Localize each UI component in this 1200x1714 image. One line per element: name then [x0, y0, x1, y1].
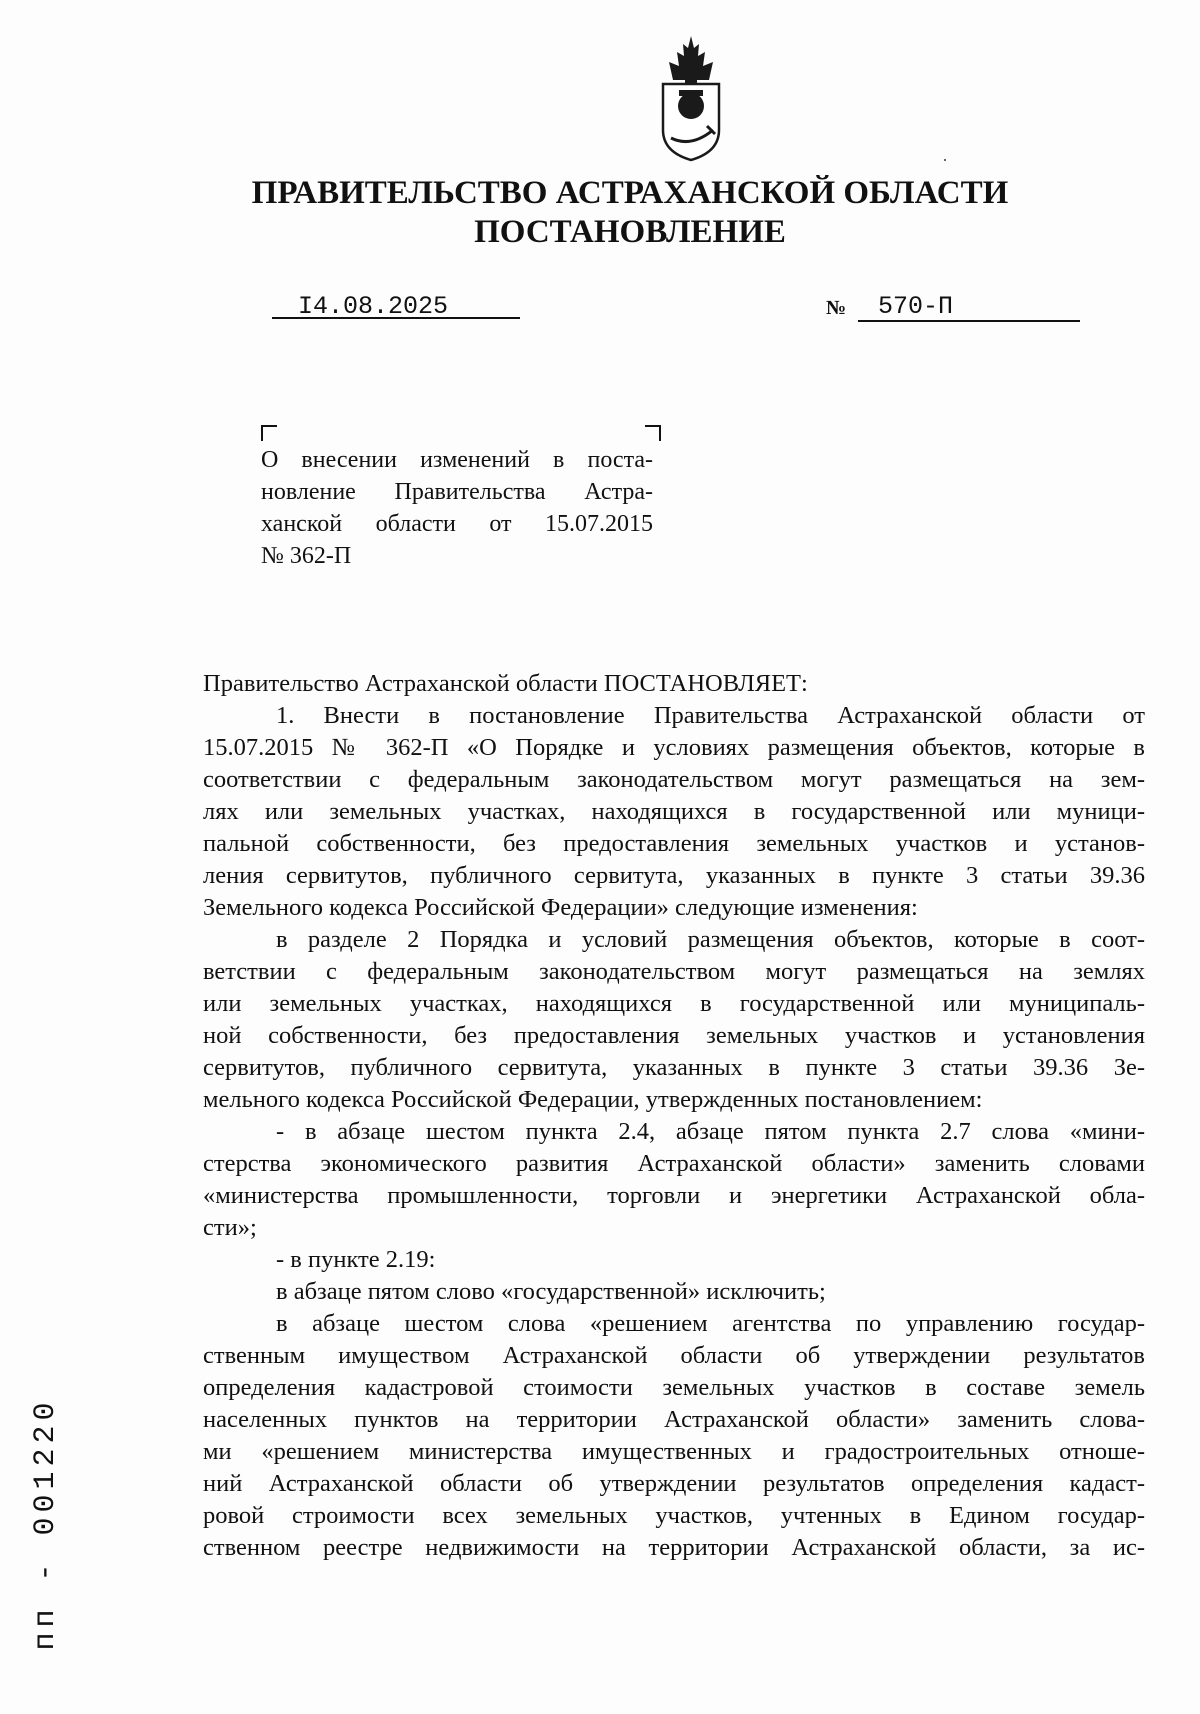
body-line: пальной собственности, без предоставления земельных участков и установ- — [203, 830, 1145, 857]
body-line: - в пункте 2.19: — [276, 1246, 436, 1273]
body-line: в абзаце пятом слово «государственной» исключить; — [276, 1278, 826, 1305]
subject-line: № 362-П — [261, 543, 352, 569]
body-line: определения кадастровой стоимости земельных участков в составе земель — [203, 1374, 1145, 1401]
body-line: ровой строимости всех земельных участков, учтенных в Едином государ- — [203, 1502, 1145, 1529]
subject-corner-left — [261, 425, 277, 441]
body-line: - в абзаце шестом пункта 2.4, абзаце пятом пункта 2.7 слова «мини- — [276, 1118, 1145, 1145]
body-line: ственном реестре недвижимости на территории Астраханской области, за ис- — [203, 1534, 1145, 1561]
body-line: ственным имуществом Астраханской области об утверждении результатов — [203, 1342, 1145, 1369]
coat-of-arms-emblem — [655, 34, 727, 164]
body-line: населенных пунктов на территории Астраханской области» заменить слова- — [203, 1406, 1145, 1433]
body-line: в абзаце шестом слова «решением агентства по управлению государ- — [276, 1310, 1145, 1337]
subject-line: ханской области от 15.07.2015 — [261, 511, 653, 537]
body-line: стерства экономического развития Астраханской области» заменить словами — [203, 1150, 1145, 1177]
body-line: мельного кодекса Российской Федерации, утвержденных постановлением: — [203, 1086, 983, 1113]
body-line: сервитутов, публичного сервитута, указанных в пункте 3 статьи 39.36 Зе- — [203, 1054, 1145, 1081]
body-line: сти»; — [203, 1214, 257, 1241]
body-line: ний Астраханской области об утверждении результатов определения кадаст- — [203, 1470, 1145, 1497]
body-line: ной собственности, без предоставления земельных участков и установления — [203, 1022, 1145, 1049]
subject-line: новление Правительства Астра- — [261, 479, 653, 505]
number-sign: № — [826, 297, 847, 319]
body-line: соответствии с федеральным законодательством могут размещаться на зем- — [203, 766, 1145, 793]
body-line: 1. Внести в постановление Правительства Астраханской области от — [276, 702, 1145, 729]
org-title: ПРАВИТЕЛЬСТВО АСТРАХАНСКОЙ ОБЛАСТИ — [251, 175, 1009, 211]
subject-line: О внесении изменений в поста- — [261, 447, 653, 473]
body-line: «министерства промышленности, торговли и энергетики Астраханской обла- — [203, 1182, 1145, 1209]
body-line: ми «решением министерства имущественных и градостроительных отноше- — [203, 1438, 1145, 1465]
body-line: ветствии с федеральным законодательством могут размещаться на землях — [203, 958, 1145, 985]
document-date: I4.08.2025 — [298, 292, 449, 321]
subject-corner-right — [645, 425, 661, 441]
margin-registration-stamp: пп - 001220 — [29, 1397, 63, 1651]
doc-type-title: ПОСТАНОВЛЕНИЕ — [474, 214, 786, 250]
scan-speck — [944, 159, 946, 161]
body-line: Правительство Астраханской области ПОСТАНОВЛЯЕТ: — [203, 670, 808, 697]
number-underline — [858, 320, 1080, 322]
body-line: в разделе 2 Порядка и условий размещения объектов, которые в соот- — [276, 926, 1145, 953]
body-line: лях или земельных участках, находящихся в государственной или муници- — [203, 798, 1145, 825]
body-line: ления сервитутов, публичного сервитута, указанных в пункте 3 статьи 39.36 — [203, 862, 1145, 889]
body-line: 15.07.2015 № 362-П «О Порядке и условиях размещения объектов, которые в — [203, 734, 1145, 761]
body-line: Земельного кодекса Российской Федерации» следующие изменения: — [203, 894, 918, 921]
document-number: 570-П — [878, 292, 954, 321]
body-line: или земельных участках, находящихся в государственной или муниципаль- — [203, 990, 1145, 1017]
date-underline — [272, 317, 520, 319]
